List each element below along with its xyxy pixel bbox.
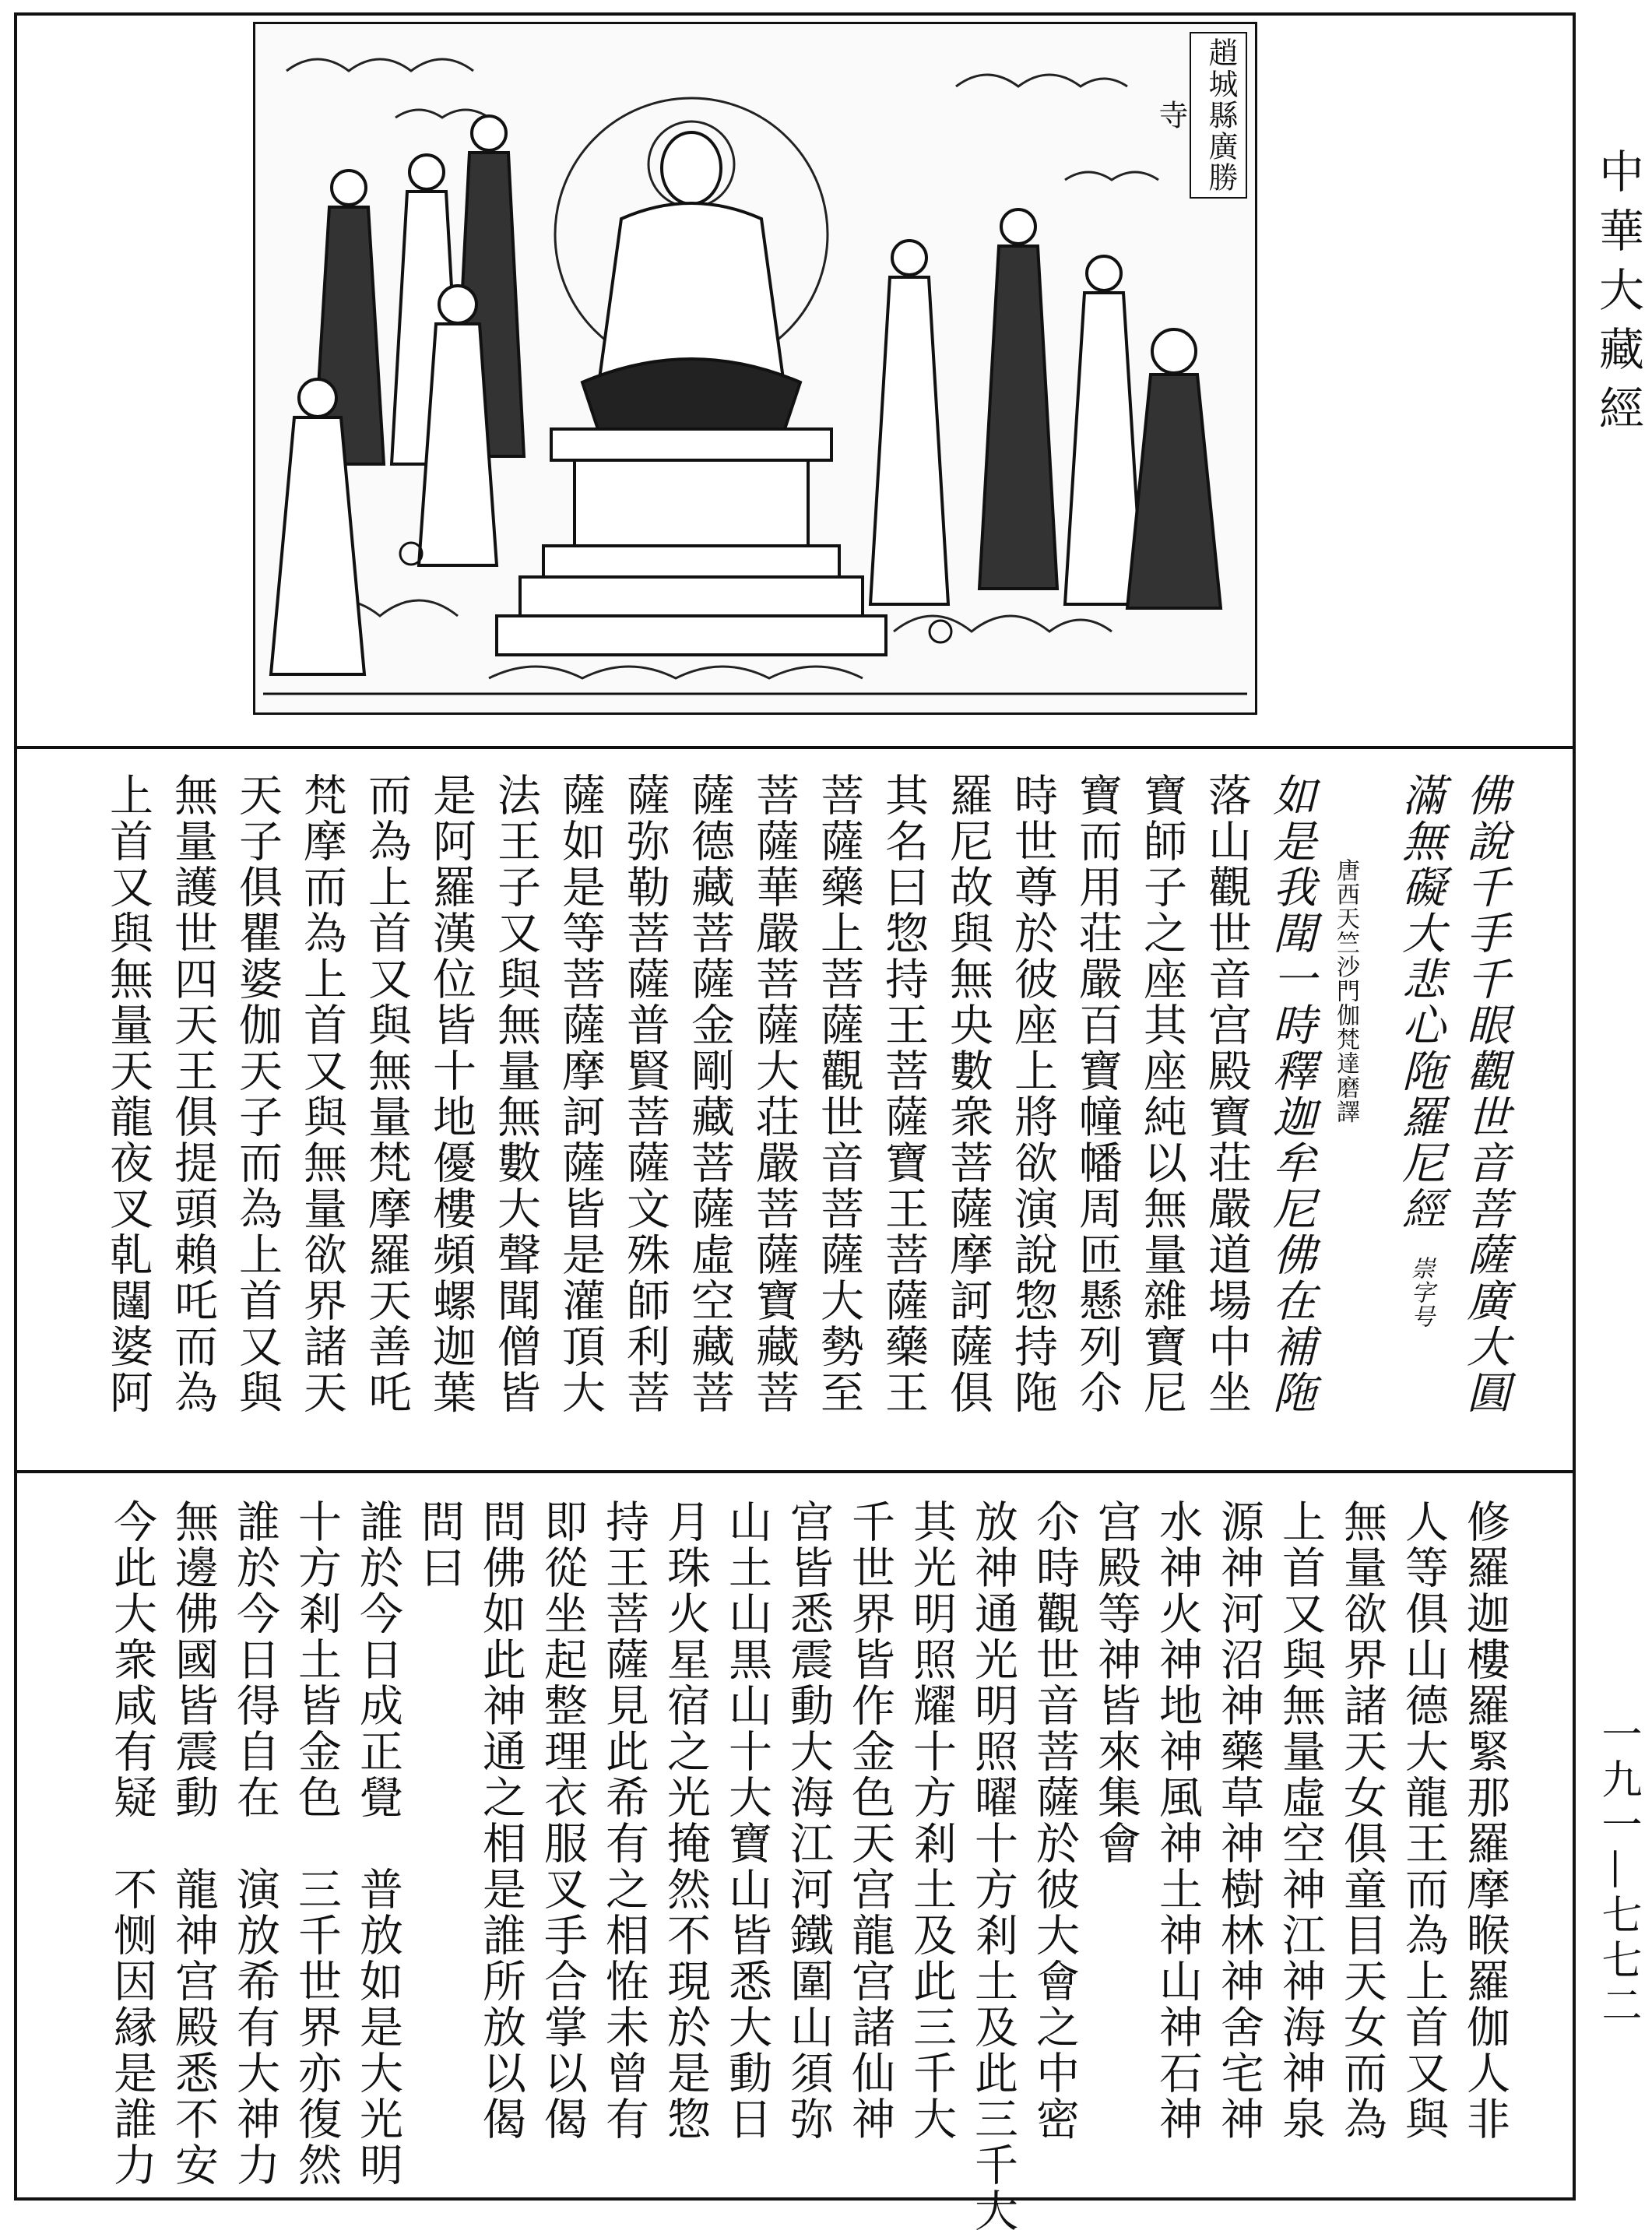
text-column [231, 772, 283, 1416]
sutra-opening-section [70, 757, 1526, 1458]
text-column [844, 1499, 895, 2142]
text-column [229, 1499, 280, 2188]
text-column [1136, 772, 1187, 1416]
column-text: 千世界皆作金色天宫龍宫諸仙神 [845, 1499, 895, 2142]
column-text: 法王子又與無量無數大聲聞僧皆 [490, 772, 541, 1416]
column-text: 梵摩而為上首又與無量欲界諸天 [297, 772, 347, 1416]
column-text: 薩如是等菩薩摩訶薩皆是灌頂大 [555, 772, 606, 1416]
text-column [1028, 1499, 1080, 2142]
text-column [877, 772, 929, 1416]
text-column [167, 772, 218, 1416]
column-text: 十方剎土皆金色 三千世界亦復然 [291, 1499, 342, 2188]
column-text: 其光明照耀十方剎土及此三千大 [906, 1499, 957, 2142]
column-text: 滿無礙大悲心陁羅尼經 [1395, 772, 1446, 1232]
column-text: 宫皆悉震動大海江河鐵圍山須弥 [783, 1499, 834, 2142]
text-column [1274, 1499, 1326, 2142]
column-text: 問曰 [414, 1499, 465, 1591]
text-column [413, 1499, 465, 1591]
column-text: 放神通光明照曜十方剎土及此三千大 [968, 1499, 1018, 2234]
text-column [782, 1499, 834, 2142]
column-text: 誰於今日成正覺 普放如是大光明 [353, 1499, 403, 2188]
temple-caption: 趙城縣廣勝寺 [1190, 32, 1247, 199]
column-text: 時世尊於彼座上將欲演說惣持陁 [1007, 772, 1058, 1416]
woodblock-illustration [253, 22, 1257, 715]
text-column [1007, 772, 1058, 1416]
text-column [598, 1499, 649, 2142]
column-text: 無量護世四天王俱提頭賴吒而為 [167, 772, 218, 1416]
column-text: 唐西天竺沙門伽梵達磨譯 [1332, 858, 1359, 1124]
column-text: 山土山黒山十大寶山皆悉大動日 [722, 1499, 772, 2142]
column-text: 菩薩藥上菩薩觀世音菩薩大勢至 [814, 772, 864, 1416]
sutra-continuation-section [70, 1483, 1526, 2234]
column-text: 宫殿等神皆來集會 [1091, 1499, 1141, 1866]
text-column [290, 1499, 342, 2188]
column-text: 今此大衆咸有疑 不恻因縁是誰力 [107, 1499, 157, 2188]
text-column [659, 1499, 711, 2142]
column-text: 薩德藏菩薩金剛藏菩薩虛空藏菩 [684, 772, 735, 1416]
text-column [360, 772, 412, 1416]
text-column [619, 772, 670, 1416]
column-text: 佛說千手千眼觀世音菩薩廣大圓 [1460, 772, 1510, 1416]
text-column [1459, 1499, 1510, 2142]
text-column [167, 1499, 219, 2188]
column-text: 無量欲界諸天女俱童目天女而為 [1337, 1499, 1387, 2142]
text-column [1459, 772, 1510, 1416]
column-text: 尒時觀世音菩薩於彼大會之中密 [1029, 1499, 1080, 2142]
text-column [1151, 1499, 1203, 2142]
text-column [1071, 772, 1123, 1416]
text-column [1090, 1499, 1141, 1866]
text-column [352, 1499, 403, 2188]
text-column [1330, 858, 1361, 1124]
column-text: 修羅迦樓羅緊那羅摩睺羅伽人非 [1460, 1499, 1510, 2142]
text-column [475, 1499, 526, 2142]
text-column [1336, 1499, 1387, 2142]
column-text: 問佛如此神通之相是誰所放以偈 [476, 1499, 526, 2142]
text-column [425, 772, 476, 1416]
page-number: 一九一—七七二 [1594, 1713, 1641, 2029]
collection-title: 中華大藏經 [1591, 148, 1644, 444]
text-column [1397, 1499, 1449, 2142]
text-column [536, 1499, 588, 2142]
text-column [106, 1499, 157, 2188]
text-column [102, 772, 153, 1416]
text-column [813, 772, 864, 1416]
text-column [1265, 772, 1316, 1416]
column-text: 誰於今日得自在 演放希有大神力 [230, 1499, 280, 2188]
text-column [490, 772, 541, 1416]
text-column [748, 772, 800, 1416]
text-column [296, 772, 347, 1416]
column-text: 菩薩華嚴菩薩大荘嚴菩薩寶藏菩 [749, 772, 800, 1416]
column-text: 其名曰惣持王菩薩寶王菩薩藥王 [878, 772, 929, 1416]
column-text: 寶師子之座其座純以無量雜寶尼 [1137, 772, 1187, 1416]
column-text: 薩弥勒菩薩普賢菩薩文殊師利菩 [620, 772, 670, 1416]
column-text: 上首又與無量天龍夜叉乹闥婆阿 [103, 772, 153, 1416]
column-text: 如是我聞一時釋迦牟尼佛在補陁 [1266, 772, 1316, 1416]
column-text: 上首又與無量虛空神江神海神泉 [1275, 1499, 1326, 2142]
text-column [1200, 772, 1252, 1416]
column-text: 落山觀世音宫殿寶荘嚴道場中坐 [1201, 772, 1252, 1416]
text-column [967, 1499, 1018, 2234]
column-text: 寶而用荘嚴百寶幢幡周匝懸列尒 [1072, 772, 1123, 1416]
column-text: 月珠火星宿之光掩然不現於是惣 [660, 1499, 711, 2142]
text-column [554, 772, 606, 1416]
column-text: 源神河沼神藥草神樹林神舍宅神 [1214, 1499, 1264, 2142]
illustration-drawing [255, 24, 1255, 712]
text-column [684, 772, 735, 1416]
column-text: 人等俱山德大龍王而為上首又與 [1398, 1499, 1449, 2142]
text-column [942, 772, 993, 1416]
column-text: 是阿羅漢位皆十地優樓頻螺迦葉 [426, 772, 476, 1416]
column-text: 而為上首又與無量梵摩羅天善吒 [361, 772, 412, 1416]
text-column [1394, 772, 1446, 1328]
column-text: 持王菩薩見此希有之相恠未曾有 [599, 1499, 649, 2142]
column-text: 水神火神地神風神土神山神石神 [1152, 1499, 1203, 2142]
text-column [905, 1499, 957, 2142]
text-column [1213, 1499, 1264, 2142]
section-divider [14, 746, 1576, 749]
column-text: 即從坐起整理衣服叉手合掌以偈 [537, 1499, 588, 2142]
text-column [721, 1499, 772, 2142]
column-text: 羅尼故與無央數衆菩薩摩訶薩俱 [943, 772, 993, 1416]
column-text: 天子俱瞿婆伽天子而為上首又與 [232, 772, 283, 1416]
column-note: 崇字号 [1407, 1232, 1434, 1328]
column-text: 無邊佛國皆震動 龍神宫殿悉不安 [168, 1499, 219, 2188]
section-divider [14, 1470, 1576, 1473]
